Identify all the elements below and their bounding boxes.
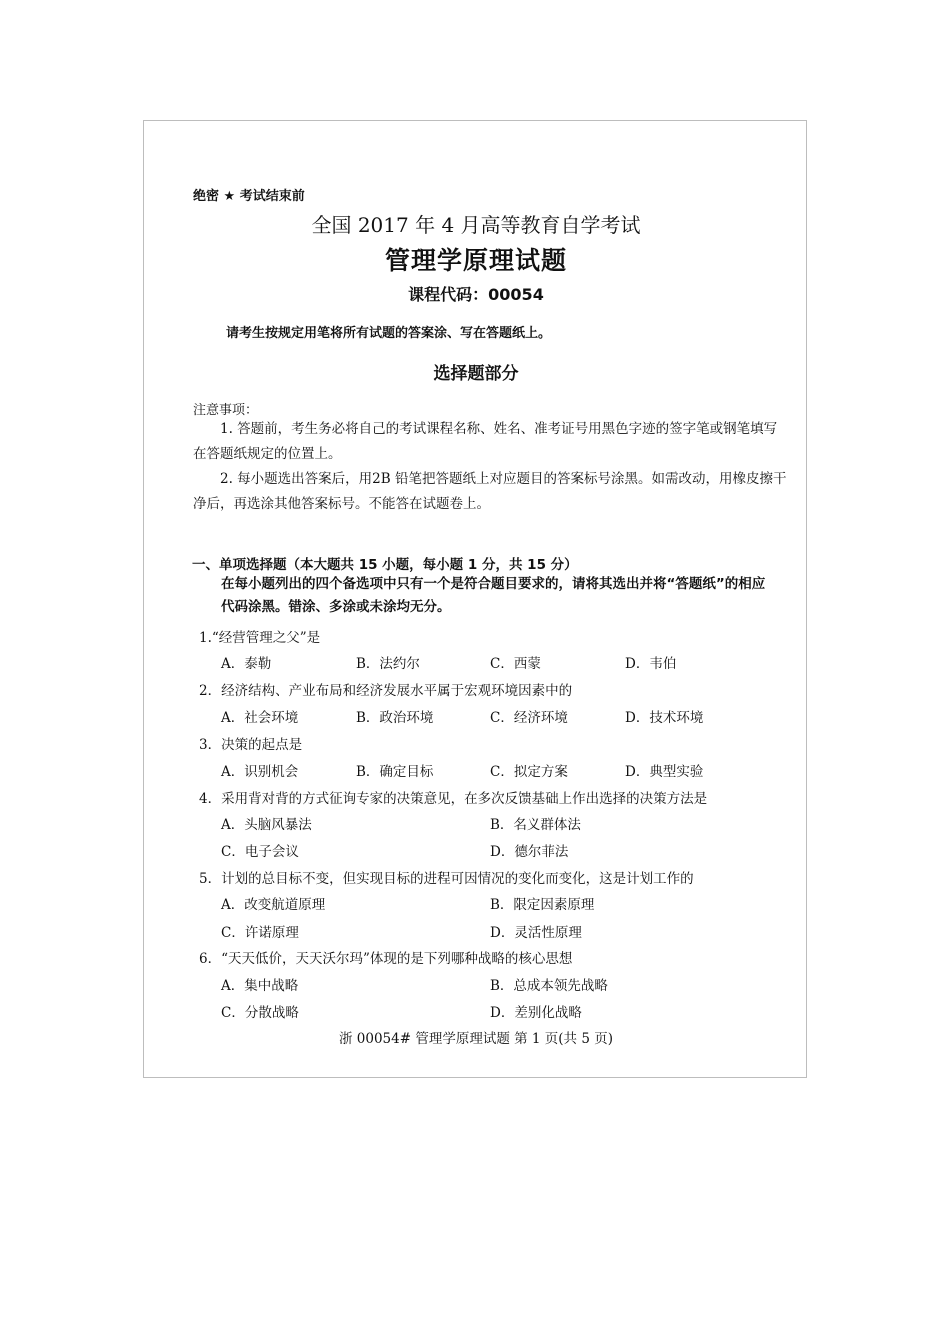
part-title: 选择题部分 bbox=[433, 364, 519, 384]
option: B．名义群体法 bbox=[490, 817, 581, 833]
page-title: 管理学原理试题 bbox=[384, 246, 567, 275]
option: B．限定因素原理 bbox=[490, 897, 595, 913]
option: D．典型实验 bbox=[625, 764, 704, 780]
option: C．拟定方案 bbox=[490, 764, 568, 780]
option: A．社会环境 bbox=[221, 710, 299, 726]
note-item: 2. 每小题选出答案后，用2B 铅笔把答题纸上对应题目的答案标号涂黑。如需改动，用橡皮擦干净后，再选涂其他答案标号。不能答在试题卷上。 bbox=[193, 471, 787, 512]
option: A．集中战略 bbox=[221, 978, 299, 994]
general-instruction: 请考生按规定用笔将所有试题的答案涂、写在答题纸上。 bbox=[226, 326, 552, 341]
option: C．经济环境 bbox=[490, 710, 568, 726]
page-footer: 浙 00054# 管理学原理试题 第 1 页(共 5 页) bbox=[338, 1031, 613, 1047]
section-description: 在每小题列出的四个备选项中只有一个是符合题目要求的，请将其选出并将“答题纸”的相应代码涂黑。错涂、多涂或未涂均无分。 bbox=[221, 576, 766, 615]
option: B．确定目标 bbox=[356, 764, 434, 780]
confidential-label: 绝密 ★ 考试结束前 bbox=[193, 189, 305, 204]
option: A．识别机会 bbox=[221, 764, 299, 780]
option: A．改变航道原理 bbox=[221, 897, 326, 913]
option: B．法约尔 bbox=[356, 656, 420, 672]
course-code: 课程代码：00054 bbox=[408, 285, 544, 304]
option: A．泰勒 bbox=[221, 656, 272, 672]
option: B．总成本领先战略 bbox=[490, 978, 608, 994]
question-stem: 4．采用背对背的方式征询专家的决策意见，在多次反馈基础上作出选择的决策方法是 bbox=[199, 791, 708, 807]
exam-page bbox=[143, 120, 807, 1078]
option: A．头脑风暴法 bbox=[221, 817, 312, 833]
exam-name: 全国 2017 年 4 月高等教育自学考试 bbox=[311, 213, 641, 237]
question-stem: 6．“天天低价，天天沃尔玛”体现的是下列哪种战略的核心思想 bbox=[199, 951, 573, 967]
question-stem: 5．计划的总目标不变，但实现目标的进程可因情况的变化而变化，这是计划工作的 bbox=[199, 871, 694, 887]
question-stem: 3．决策的起点是 bbox=[199, 737, 303, 753]
option: D．灵活性原理 bbox=[490, 925, 582, 941]
note-item: 1. 答题前，考生务必将自己的考试课程名称、姓名、准考证号用黑色字迹的签字笔或钢笔填写在答题纸规定的位置上。 bbox=[193, 421, 778, 462]
option: D．韦伯 bbox=[625, 656, 677, 672]
section-heading: 一、单项选择题（本大题共 15 小题，每小题 1 分，共 15 分） bbox=[192, 557, 578, 573]
option: D．德尔菲法 bbox=[490, 844, 569, 860]
option: C．许诺原理 bbox=[221, 925, 299, 941]
question-stem: 2．经济结构、产业布局和经济发展水平属于宏观环境因素中的 bbox=[199, 683, 573, 699]
option: D．差别化战略 bbox=[490, 1005, 582, 1021]
option: B．政治环境 bbox=[356, 710, 434, 726]
option: C．西蒙 bbox=[490, 656, 541, 672]
option: C．分散战略 bbox=[221, 1005, 299, 1021]
option: D．技术环境 bbox=[625, 710, 704, 726]
notes-heading: 注意事项： bbox=[193, 403, 259, 418]
question-stem: 1.“经营管理之父”是 bbox=[199, 630, 321, 646]
option: C．电子会议 bbox=[221, 844, 299, 860]
